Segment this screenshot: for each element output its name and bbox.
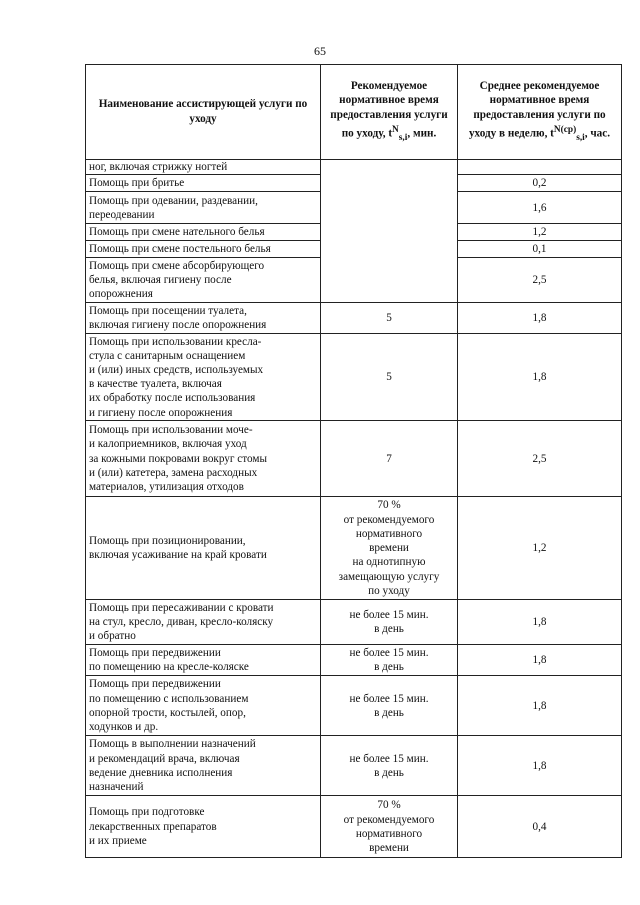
table-row xyxy=(86,676,622,736)
header-service-name: Наименование ассистирующей услуги по уходу xyxy=(86,65,321,160)
recommended-time-cell: 70 % от рекомендуемого нормативного времени xyxy=(321,796,458,858)
table-row xyxy=(86,600,622,645)
services-table xyxy=(85,64,622,858)
table-row xyxy=(86,421,622,497)
table-row xyxy=(86,160,622,175)
recommended-time-cell: не более 15 мин. в день xyxy=(321,736,458,796)
average-time-cell: 0,1 xyxy=(458,241,622,258)
recommended-time-cell: не более 15 мин. в день xyxy=(321,676,458,736)
recommended-time-cell: не более 15 мин. в день xyxy=(321,600,458,645)
service-name-cell: Помощь при бритье xyxy=(86,175,321,192)
recommended-time-cell: 5 xyxy=(321,303,458,334)
table-row xyxy=(86,736,622,796)
average-time-cell xyxy=(458,160,622,175)
service-name-cell: Помощь при пересаживании с кровати на стул, кресло, диван, кресло-коляску и обратно xyxy=(86,600,321,645)
recommended-time-cell: 70 % от рекомендуемого нормативного времени на однотипную замещающую услугу по уходу xyxy=(321,497,458,600)
service-name-cell: Помощь при позиционировании, включая усаживание на край кровати xyxy=(86,497,321,600)
average-time-cell: 1,8 xyxy=(458,676,622,736)
recommended-time-cell xyxy=(321,160,458,303)
recommended-time-cell: не более 15 мин. в день xyxy=(321,645,458,676)
average-time-cell: 1,2 xyxy=(458,497,622,600)
table-row xyxy=(86,796,622,858)
service-name-cell: Помощь в выполнении назначений и рекомендаций врача, включая ведение дневника исполнения назначений xyxy=(86,736,321,796)
table-row xyxy=(86,645,622,676)
service-name-cell: Помощь при передвижении по помещению на кресле-коляске xyxy=(86,645,321,676)
table-row xyxy=(86,303,622,334)
header-recommended-time: Рекомендуемое нормативное время предоставления услуги по уходу, $t^N_{s,i}$, мин. xyxy=(321,65,458,160)
service-name-cell: Помощь при смене постельного белья xyxy=(86,241,321,258)
average-time-cell: 1,8 xyxy=(458,600,622,645)
service-name-cell: Помощь при использовании кресла- стула с санитарным оснащением и (или) иных средств, используемых в качестве туалета, включая их обработку после использования и гигиену после опорожнения xyxy=(86,334,321,421)
average-time-cell: 1,8 xyxy=(458,303,622,334)
header-average-weekly-time: Среднее рекомендуемое нормативное время предоставления услуги по уходу в неделю, $t^{N(ср)}_{s,i}$, час. xyxy=(458,65,622,160)
service-name-cell: Помощь при подготовке лекарственных препаратов и их приеме xyxy=(86,796,321,858)
table-row xyxy=(86,497,622,600)
average-time-cell: 1,8 xyxy=(458,645,622,676)
average-time-cell: 1,8 xyxy=(458,334,622,421)
table-row xyxy=(86,334,622,421)
average-time-cell: 2,5 xyxy=(458,258,622,303)
recommended-time-cell: 7 xyxy=(321,421,458,497)
average-time-cell: 1,6 xyxy=(458,192,622,224)
service-name-cell: Помощь при использовании моче- и калоприемников, включая уход за кожными покровами вокруг стомы и (или) катетера, замена расходных материалов, утилизация отходов xyxy=(86,421,321,497)
service-name-cell: Помощь при одевании, раздевании, переодевании xyxy=(86,192,321,224)
service-name-cell: Помощь при смене абсорбирующего белья, включая гигиену после опорожнения xyxy=(86,258,321,303)
service-name-cell: Помощь при посещении туалета, включая гигиену после опорожнения xyxy=(86,303,321,334)
recommended-time-cell: 5 xyxy=(321,334,458,421)
average-time-cell: 0,4 xyxy=(458,796,622,858)
average-time-cell: 1,2 xyxy=(458,224,622,241)
service-name-cell: Помощь при смене нательного белья xyxy=(86,224,321,241)
service-name-cell: Помощь при передвижении по помещению с использованием опорной трости, костылей, опор, ходунков и др. xyxy=(86,676,321,736)
average-time-cell: 1,8 xyxy=(458,736,622,796)
average-time-cell: 0,2 xyxy=(458,175,622,192)
page-number: 65 xyxy=(314,44,326,58)
average-time-cell: 2,5 xyxy=(458,421,622,497)
service-name-cell: ног, включая стрижку ногтей xyxy=(86,160,321,175)
